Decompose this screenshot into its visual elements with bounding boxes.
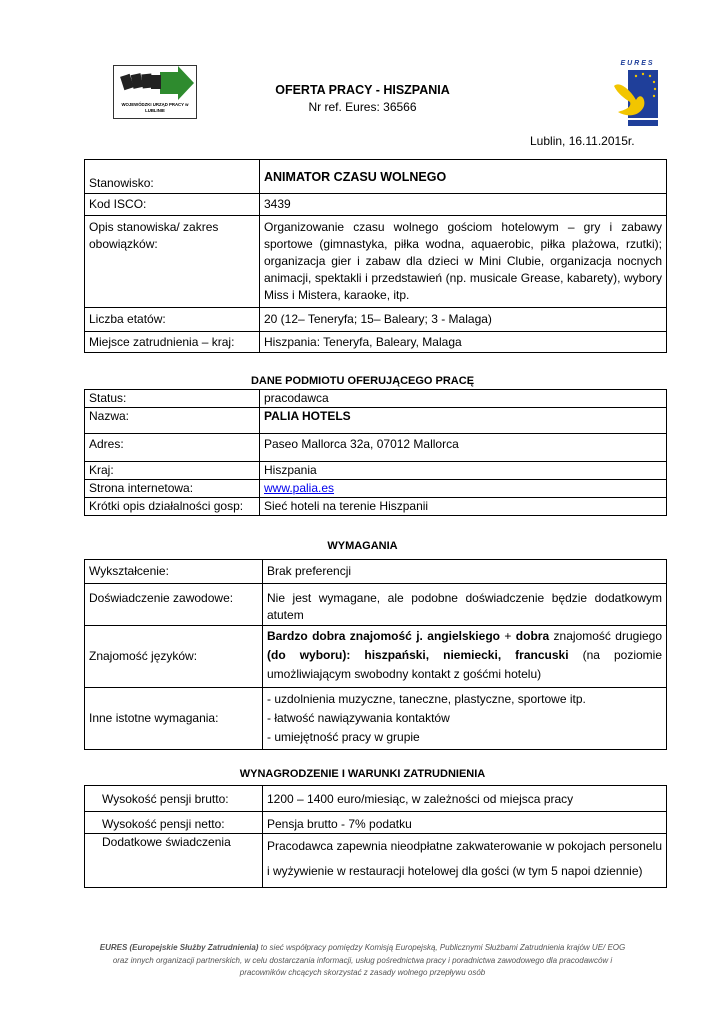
reference-number: Nr ref. Eures: 36566 — [308, 100, 417, 114]
table-row — [85, 786, 667, 812]
table-row — [85, 560, 667, 584]
eures-logo — [610, 60, 665, 130]
website-cell — [260, 480, 667, 498]
status-value: pracodawca — [260, 390, 667, 408]
country-label: Kraj: — [85, 462, 260, 480]
other-requirements-value — [263, 688, 667, 750]
footer-line-1-text: to sieć współpracy pomiędzy Komisją Europejską, Publicznymi Służbami Zatrudnienia krajów UE/ EOG — [258, 943, 626, 952]
table-row — [85, 480, 667, 498]
employer-heading: DANE PODMIOTU OFERUJĄCEGO PRACĘ — [250, 375, 475, 387]
table-row — [85, 308, 667, 332]
table-row — [85, 408, 667, 434]
table-row — [85, 194, 667, 216]
isco-label: Kod ISCO: — [85, 194, 260, 216]
languages-primary: Bardzo dobra znajomość j. angielskiego — [267, 629, 500, 643]
status-label: Status: — [85, 390, 260, 408]
document-title: OFERTA PRACY - HISZPANIA — [275, 83, 450, 97]
list-item: - uzdolnienia muzyczne, taneczne, plastyczne, sportowe itp. — [267, 692, 586, 706]
position-value: ANIMATOR CZASU WOLNEGO — [260, 160, 667, 194]
footer-eures-name: EURES (Europejskie Służby Zatrudnienia) — [99, 943, 259, 952]
table-row — [85, 434, 667, 462]
other-requirements-label: Inne istotne wymagania: — [85, 688, 263, 750]
table-row — [85, 626, 667, 688]
languages-value — [263, 626, 667, 688]
wup-logo-text: WOJEWÓDZKI URZĄD PRACY w LUBLINIE — [121, 102, 189, 113]
table-row — [85, 688, 667, 750]
positions-count-value: 20 (12– Teneryfa; 15– Baleary; 3 - Malaga) — [260, 308, 667, 332]
benefits-value: Pracodawca zapewnia nieodpłatne zakwaterowanie w pokojach personelu i wyżywienie w restauracji hotelowej dla gości (w tym 5 napoi dziennie) — [263, 834, 667, 888]
eures-hand-icon — [610, 68, 665, 128]
eures-logo-text: EURES — [620, 60, 655, 67]
website-link[interactable]: www.palia.es — [264, 481, 335, 495]
table-row — [85, 834, 667, 888]
list-item: - łatwość nawiązywania kontaktów — [267, 711, 450, 725]
footer-note — [60, 942, 665, 980]
workplace-value: Hiszpania: Teneryfa, Baleary, Malaga — [260, 332, 667, 353]
position-label: Stanowisko: — [85, 160, 260, 194]
gross-salary-label: Wysokość pensji brutto: — [85, 786, 263, 812]
country-value: Hiszpania — [260, 462, 667, 480]
activity-value: Sieć hoteli na terenie Hiszpanii — [260, 498, 667, 516]
table-row — [85, 812, 667, 834]
net-salary-label: Wysokość pensji netto: — [85, 812, 263, 834]
gross-salary-value: 1200 – 1400 euro/miesiąc, w zależności od miejsca pracy — [263, 786, 667, 812]
table-row — [85, 462, 667, 480]
benefits-label: Dodatkowe świadczenia — [85, 834, 263, 888]
name-value: PALIA HOTELS — [260, 408, 667, 434]
languages-second-level: dobra — [515, 629, 550, 643]
table-row — [85, 332, 667, 353]
workplace-label: Miejsce zatrudnienia – kraj: — [85, 332, 260, 353]
experience-label: Doświadczenie zawodowe: — [85, 584, 263, 626]
table-row — [85, 390, 667, 408]
net-salary-value: Pensja brutto - 7% podatku — [263, 812, 667, 834]
footer-line-3: pracowników chcących skorzystać z zasady wolnego przepływu osób — [239, 968, 486, 977]
languages-label: Znajomość języków: — [85, 626, 263, 688]
languages-second-text: znajomość drugiego — [549, 629, 662, 643]
list-item: - umiejętność pracy w grupie — [267, 730, 420, 744]
requirements-heading: WYMAGANIA — [327, 540, 398, 552]
salary-table — [84, 785, 667, 888]
isco-value: 3439 — [260, 194, 667, 216]
description-value: Organizowanie czasu wolnego gościom hotelowym – gry i zabawy sportowe (gimnastyka, piłka wodna, aquaerobic, piłka plażowa, rzutki); organizacja gier i zabaw dla dzieci w Mini Clubie, organizacja nocnych animacji, spektakli i przedstawień (np. musicale Grease, kabarety), wybory Miss i Mistera, karaoke, itp. — [260, 216, 667, 308]
address-value: Paseo Mallorca 32a, 07012 Mallorca — [260, 434, 667, 462]
languages-level-note: (na poziomie umożliwiającym swobodny kontakt z gośćmi hotelu) — [267, 648, 662, 681]
languages-plus: + — [499, 629, 516, 643]
name-label: Nazwa: — [85, 408, 260, 434]
education-label: Wykształcenie: — [85, 560, 263, 584]
table-row — [85, 216, 667, 308]
table-row — [85, 584, 667, 626]
footer-line-1 — [60, 942, 665, 955]
description-label: Opis stanowiska/ zakres obowiązków: — [85, 216, 260, 308]
experience-value: Nie jest wymagane, ale podobne doświadczenie będzie dodatkowym atutem — [263, 584, 667, 626]
languages-choice: (do wyboru): hiszpański, niemiecki, francuski — [267, 648, 569, 662]
positions-count-label: Liczba etatów: — [85, 308, 260, 332]
address-label: Adres: — [85, 434, 260, 462]
education-value: Brak preferencji — [263, 560, 667, 584]
requirements-table — [84, 559, 667, 750]
activity-label: Krótki opis działalności gosp: — [85, 498, 260, 516]
footer-line-2: oraz innych organizacji partnerskich, w celu dostarczania informacji, usług pośrednictwa pracy i poradnictwa zawodowego dla pracodawców i — [112, 955, 613, 965]
salary-heading: WYNAGRODZENIE I WARUNKI ZATRUDNIENIA — [239, 768, 486, 780]
table-row — [85, 498, 667, 516]
document-date: Lublin, 16.11.2015r. — [530, 134, 635, 148]
table-row — [85, 160, 667, 194]
job-table — [84, 159, 667, 353]
website-label: Strona internetowa: — [85, 480, 260, 498]
employer-table — [84, 389, 667, 516]
